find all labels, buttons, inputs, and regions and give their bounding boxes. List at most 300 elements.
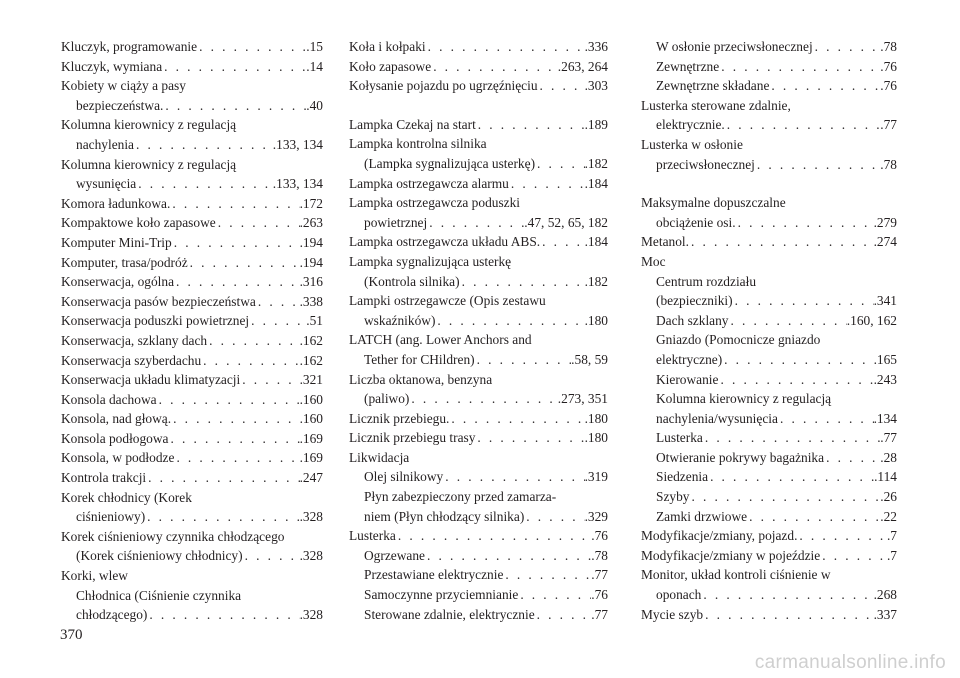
entry-label: Kontrola trakcji xyxy=(61,470,147,486)
entry-label: Licznik przebiegu trasy xyxy=(349,430,476,446)
leader-dots xyxy=(435,311,584,331)
index-subline xyxy=(641,291,897,311)
index-line xyxy=(349,428,608,448)
index-entry xyxy=(349,428,608,448)
index-subline xyxy=(641,272,897,292)
leader-dots xyxy=(824,448,880,468)
entry-label: Gniazdo (Pomocnicze gniazdo xyxy=(656,332,821,348)
index-line xyxy=(61,566,323,586)
index-line xyxy=(641,565,897,585)
index-subline xyxy=(641,115,897,135)
index-line xyxy=(349,57,608,77)
page-reference: .160 xyxy=(299,391,323,407)
entry-label: (paliwo) xyxy=(364,391,410,407)
page-reference: .47, 52, 65, 182 xyxy=(524,214,608,230)
page-reference: .341 xyxy=(873,293,897,309)
page-reference: .180 xyxy=(584,410,608,426)
index-line xyxy=(61,351,323,371)
index-entry xyxy=(61,527,323,566)
entry-label: Kolumna kierownicy z regulacją xyxy=(61,117,237,133)
index-line xyxy=(349,37,608,57)
leader-dots xyxy=(163,96,306,116)
page-reference: .76 xyxy=(880,78,897,94)
entry-label: (Kontrola silnika) xyxy=(364,273,460,289)
section-gap xyxy=(349,96,608,115)
entry-label: ciśnieniowy) xyxy=(76,509,146,525)
entry-label: Kołysanie pojazdu po ugrzęźnięciu xyxy=(349,78,538,94)
page-reference: .247 xyxy=(299,470,323,486)
index-subline xyxy=(641,585,897,605)
index-line xyxy=(641,546,897,566)
page-reference: .194 xyxy=(299,254,323,270)
index-subline xyxy=(61,605,323,625)
entry-label: Dach szklany xyxy=(656,312,729,328)
page-reference: .263, 264 xyxy=(557,58,608,74)
index-subline xyxy=(61,546,323,566)
index-entry xyxy=(61,351,323,371)
entry-label: Maksymalne dopuszczalne xyxy=(641,195,786,211)
entry-label: Lusterka xyxy=(656,430,703,446)
index-subline xyxy=(349,213,608,233)
leader-dots xyxy=(476,115,585,135)
entry-label: Konsola dachowa xyxy=(61,391,157,407)
page-reference: .162 xyxy=(299,352,323,368)
entry-label: przeciwsłonecznej xyxy=(656,156,755,172)
page-reference: .40 xyxy=(306,97,323,113)
page-reference: .134 xyxy=(873,410,897,426)
page-reference: .319 xyxy=(584,469,608,485)
entry-label: Korek ciśnieniowy czynnika chłodzącego xyxy=(61,528,285,544)
entry-label: Otwieranie pokrywy bagażnika xyxy=(656,449,825,465)
leader-dots xyxy=(426,37,585,57)
index-line xyxy=(349,409,608,429)
index-line xyxy=(61,272,323,292)
index-entry xyxy=(61,57,323,77)
index-line xyxy=(61,57,323,77)
index-line xyxy=(61,37,323,57)
entry-label: Metanol. xyxy=(641,234,689,250)
entry-label: Siedzenia xyxy=(656,469,709,485)
page-reference: .114 xyxy=(874,469,897,485)
index-line xyxy=(349,76,608,96)
entry-label: Lampka kontrolna silnika xyxy=(349,136,487,152)
leader-dots xyxy=(157,390,300,410)
page-reference: .7 xyxy=(886,547,897,563)
entry-label: Kluczyk, wymiana xyxy=(61,58,163,74)
page-reference: .78 xyxy=(591,547,608,563)
index-entry xyxy=(349,174,608,194)
leader-dots xyxy=(427,213,524,233)
index-subline xyxy=(349,154,608,174)
page-reference: .184 xyxy=(584,234,608,250)
index-entry xyxy=(61,37,323,57)
leader-dots xyxy=(172,233,300,253)
leader-dots xyxy=(769,76,880,96)
entry-label: wskaźników) xyxy=(364,312,436,328)
entry-label: Olej silnikowy xyxy=(364,469,444,485)
page-reference: .51 xyxy=(306,313,323,329)
index-entry xyxy=(349,448,608,526)
leader-dots xyxy=(722,350,873,370)
entry-label: Samoczynne przyciemnianie xyxy=(364,587,519,603)
leader-dots xyxy=(813,37,881,57)
index-entry xyxy=(641,76,897,96)
leader-dots xyxy=(136,174,273,194)
leader-dots xyxy=(708,467,874,487)
index-entry xyxy=(349,232,608,252)
index-entry xyxy=(349,134,608,173)
index-line xyxy=(61,213,323,233)
leader-dots xyxy=(256,292,300,312)
page-reference: .328 xyxy=(299,607,323,623)
leader-dots xyxy=(431,57,558,77)
page-reference: .172 xyxy=(299,195,323,211)
leader-dots xyxy=(703,605,873,625)
leader-dots xyxy=(540,232,584,252)
entry-label: Lampka Czekaj na start xyxy=(349,116,476,132)
index-entry xyxy=(641,193,897,232)
index-entry xyxy=(61,409,323,429)
leader-dots xyxy=(747,507,880,527)
index-entry xyxy=(61,448,323,468)
page-reference: .337 xyxy=(873,606,897,622)
index-line xyxy=(641,193,897,213)
index-subline xyxy=(61,586,323,606)
index-line xyxy=(349,115,608,135)
leader-dots xyxy=(443,467,584,487)
index-entry xyxy=(61,194,323,214)
entry-label: Przestawiane elektrycznie xyxy=(364,567,504,583)
index-line xyxy=(641,526,897,546)
leader-dots xyxy=(701,585,873,605)
page-reference: .7 xyxy=(886,528,897,544)
index-line xyxy=(61,233,323,253)
entry-label: LATCH (ang. Lower Anchors and xyxy=(349,332,532,348)
index-line xyxy=(61,488,323,508)
entry-label: Lampka ostrzegawcza poduszki xyxy=(349,195,521,211)
entry-label: W osłonie przeciwsłonecznej xyxy=(656,39,813,54)
index-line xyxy=(349,370,608,390)
entry-label: Konserwacja szyberdachu xyxy=(61,352,202,368)
entry-label: nachylenia/wysunięcia xyxy=(656,410,778,426)
leader-dots xyxy=(755,155,880,175)
entry-label: Lusterka w osłonie xyxy=(641,136,743,152)
page-reference: .78 xyxy=(880,39,897,54)
leader-dots xyxy=(171,409,299,429)
leader-dots xyxy=(188,253,300,273)
index-subline xyxy=(349,467,608,487)
page-reference: .189 xyxy=(584,116,608,132)
page-reference: .274 xyxy=(873,234,897,250)
entry-label: Komputer, trasa/podróż xyxy=(61,254,188,270)
entry-label: Lusterka xyxy=(349,528,396,544)
index-entry xyxy=(349,37,608,57)
leader-dots xyxy=(475,350,572,370)
page-reference: .273, 351 xyxy=(557,391,608,407)
page-reference: .321 xyxy=(299,372,323,388)
index-subline xyxy=(349,546,608,566)
leader-dots xyxy=(733,291,874,311)
entry-label: (Korek ciśnieniowy chłodnicy) xyxy=(76,548,243,564)
leader-dots xyxy=(535,154,585,174)
leader-dots xyxy=(134,135,273,155)
entry-label: Lusterka sterowane zdalnie, xyxy=(641,97,791,113)
page-number: 370 xyxy=(60,627,83,643)
entry-label: Centrum rozdziału xyxy=(656,273,757,289)
page-reference: .182 xyxy=(584,155,608,171)
leader-dots xyxy=(475,428,584,448)
entry-label: Tether for CHildren) xyxy=(364,351,475,367)
index-subline xyxy=(641,37,897,57)
entry-label: Konsola, nad głową. xyxy=(61,411,172,427)
index-column-2 xyxy=(349,37,608,624)
entry-label: Kobiety w ciąży a pasy xyxy=(61,78,186,94)
leader-dots xyxy=(689,232,874,252)
index-entry xyxy=(61,115,323,154)
index-entry xyxy=(349,526,608,624)
index-line xyxy=(61,155,323,175)
index-entry xyxy=(641,96,897,135)
index-line xyxy=(61,448,323,468)
entry-label: Kierowanie xyxy=(656,371,719,387)
entry-label: Konserwacja poduszki powietrznej xyxy=(61,313,250,329)
entry-label: Komora ładunkowa. xyxy=(61,195,171,211)
index-subline xyxy=(641,76,897,96)
entry-label: Moc xyxy=(641,253,666,269)
leader-dots xyxy=(524,507,584,527)
index-subline xyxy=(349,507,608,527)
entry-label: elektryczne) xyxy=(656,351,723,367)
page-reference: .76 xyxy=(591,587,608,603)
index-subline xyxy=(641,213,897,233)
index-subline xyxy=(349,350,608,370)
index-line xyxy=(61,429,323,449)
index-subline xyxy=(641,467,897,487)
index-subline xyxy=(349,605,608,625)
index-entry xyxy=(61,566,323,625)
page-reference: .77 xyxy=(880,430,897,446)
leader-dots xyxy=(509,174,585,194)
page-reference: .162 xyxy=(299,332,323,348)
index-entry xyxy=(61,331,323,351)
index-line xyxy=(349,174,608,194)
index-entry xyxy=(61,253,323,273)
index-entry xyxy=(641,37,897,57)
page-reference: .15 xyxy=(306,39,323,54)
index-entry xyxy=(641,232,897,252)
page-reference: .76 xyxy=(591,528,608,544)
entry-label: elektrycznie. xyxy=(656,117,725,133)
index-entry xyxy=(349,193,608,232)
entry-label: Korek chłodnicy (Korek xyxy=(61,489,192,505)
entry-label: nachylenia xyxy=(76,136,134,152)
watermark: carmanualsonline.info xyxy=(754,652,946,673)
entry-label: Koło zapasowe xyxy=(349,58,432,74)
entry-label: Kluczyk, programowanie xyxy=(61,39,198,54)
page-reference: .77 xyxy=(880,117,897,133)
leader-dots xyxy=(729,311,847,331)
leader-dots xyxy=(170,194,299,214)
index-entry xyxy=(61,155,323,194)
page-reference: .133, 134 xyxy=(272,176,323,192)
leader-dots xyxy=(538,76,585,96)
page-reference: .77 xyxy=(591,606,608,622)
index-entry xyxy=(641,57,897,77)
leader-dots xyxy=(201,351,299,371)
index-subline xyxy=(641,57,897,77)
index-column-3 xyxy=(641,37,897,624)
entry-label: Zewnętrzne xyxy=(656,58,720,74)
entry-label: chłodzącego) xyxy=(76,607,148,623)
index-line xyxy=(641,96,897,116)
entry-label: (bezpieczniki) xyxy=(656,293,733,309)
index-subline xyxy=(349,487,608,507)
entry-label: Konserwacja pasów bezpieczeństwa xyxy=(61,293,256,309)
leader-dots xyxy=(396,526,591,546)
index-line xyxy=(61,331,323,351)
entry-label: niem (Płyn chłodzący silnika) xyxy=(364,508,525,524)
entry-label: Licznik przebiegu. xyxy=(349,410,450,426)
index-line xyxy=(61,370,323,390)
index-line xyxy=(61,527,323,547)
leader-dots xyxy=(797,526,887,546)
index-subline xyxy=(349,272,608,292)
index-subline xyxy=(349,311,608,331)
leader-dots xyxy=(249,311,306,331)
page-reference: .165 xyxy=(873,351,897,367)
index-subline xyxy=(349,389,608,409)
entry-label: Kolumna kierownicy z regulacją xyxy=(61,156,237,172)
entry-label: Konserwacja, ogólna xyxy=(61,274,175,290)
page-reference: .328 xyxy=(299,548,323,564)
entry-label: Płyn zabezpieczony przed zamarza- xyxy=(364,489,557,505)
index-entry xyxy=(61,488,323,527)
leader-dots xyxy=(718,370,873,390)
index-line xyxy=(61,194,323,214)
index-line xyxy=(349,232,608,252)
leader-dots xyxy=(425,546,591,566)
leader-dots xyxy=(503,565,591,585)
leader-dots xyxy=(518,585,591,605)
leader-dots xyxy=(689,487,880,507)
index-entry xyxy=(641,605,897,625)
entry-label: Lampka ostrzegawcza alarmu xyxy=(349,175,509,191)
index-line xyxy=(641,605,897,625)
page-reference: .182 xyxy=(584,273,608,289)
leader-dots xyxy=(725,115,880,135)
entry-label: obciążenie osi. xyxy=(656,214,736,230)
entry-label: Lampka ostrzegawcza układu ABS. xyxy=(349,234,541,250)
index-subline xyxy=(61,174,323,194)
entry-label: Kolumna kierownicy z regulacją xyxy=(656,391,832,407)
index-subline xyxy=(641,155,897,175)
page-reference: .28 xyxy=(880,449,897,465)
page-reference: .263 xyxy=(299,215,323,231)
page-reference: .303 xyxy=(584,78,608,94)
page-reference: .160, 162 xyxy=(846,312,897,328)
index-entry xyxy=(349,76,608,96)
page-reference: .77 xyxy=(591,567,608,583)
section-gap xyxy=(641,174,897,193)
leader-dots xyxy=(197,37,306,57)
entry-label: Chłodnica (Ciśnienie czynnika xyxy=(76,587,242,603)
entry-label: Konserwacja układu klimatyzacji xyxy=(61,372,241,388)
leader-dots xyxy=(147,605,299,625)
page-reference: .26 xyxy=(880,489,897,505)
page-reference: .133, 134 xyxy=(272,136,323,152)
index-line xyxy=(349,193,608,213)
leader-dots xyxy=(778,409,874,429)
page-reference: .328 xyxy=(299,509,323,525)
index-line xyxy=(61,409,323,429)
page-reference: .336 xyxy=(584,39,608,54)
index-entry xyxy=(61,272,323,292)
index-subline xyxy=(641,507,897,527)
index-line xyxy=(349,291,608,311)
page-reference: .160 xyxy=(299,411,323,427)
leader-dots xyxy=(243,546,300,566)
entry-label: bezpieczeństwa. xyxy=(76,97,164,113)
index-entry xyxy=(641,565,897,604)
page-reference: .184 xyxy=(584,175,608,191)
entry-label: oponach xyxy=(656,587,702,603)
entry-label: Kompaktowe koło zapasowe xyxy=(61,215,216,231)
index-subline xyxy=(641,311,897,331)
leader-dots xyxy=(535,605,592,625)
leader-dots xyxy=(409,389,557,409)
entry-label: Lampka sygnalizująca usterkę xyxy=(349,253,512,269)
index-column-1 xyxy=(61,37,323,625)
index-subline xyxy=(641,409,897,429)
page-reference: .22 xyxy=(880,508,897,524)
entry-label: Korki, wlew xyxy=(61,568,128,584)
entry-label: Zamki drzwiowe xyxy=(656,508,748,524)
index-line xyxy=(641,135,897,155)
index-line xyxy=(349,448,608,468)
entry-label: powietrznej xyxy=(364,214,428,230)
entry-label: Ogrzewane xyxy=(364,547,425,563)
index-entry xyxy=(61,370,323,390)
entry-label: Koła i kołpaki xyxy=(349,39,426,54)
index-subline xyxy=(61,507,323,527)
entry-label: Modyfikacje/zmiany, pojazd. xyxy=(641,528,798,544)
entry-label: Liczba oktanowa, benzyna xyxy=(349,371,493,387)
index-line xyxy=(349,526,608,546)
entry-label: Sterowane zdalnie, elektrycznie xyxy=(364,606,535,622)
index-entry xyxy=(61,213,323,233)
index-subline xyxy=(641,370,897,390)
page-reference: .316 xyxy=(299,274,323,290)
index-subline xyxy=(349,585,608,605)
index-line xyxy=(61,292,323,312)
page-reference: .169 xyxy=(299,450,323,466)
index-entry xyxy=(61,468,323,488)
index-entry xyxy=(349,252,608,291)
index-entry xyxy=(641,546,897,566)
index-entry xyxy=(641,252,897,526)
entry-label: Komputer Mini-Trip xyxy=(61,234,172,250)
index-line xyxy=(61,468,323,488)
leader-dots xyxy=(145,507,299,527)
index-entry xyxy=(641,526,897,546)
page-reference: .338 xyxy=(299,293,323,309)
page-reference: .329 xyxy=(584,508,608,524)
index-entry xyxy=(349,291,608,330)
index-subline xyxy=(641,487,897,507)
index-entry xyxy=(349,409,608,429)
leader-dots xyxy=(240,370,299,390)
entry-label: Konsola podłogowa xyxy=(61,430,169,446)
